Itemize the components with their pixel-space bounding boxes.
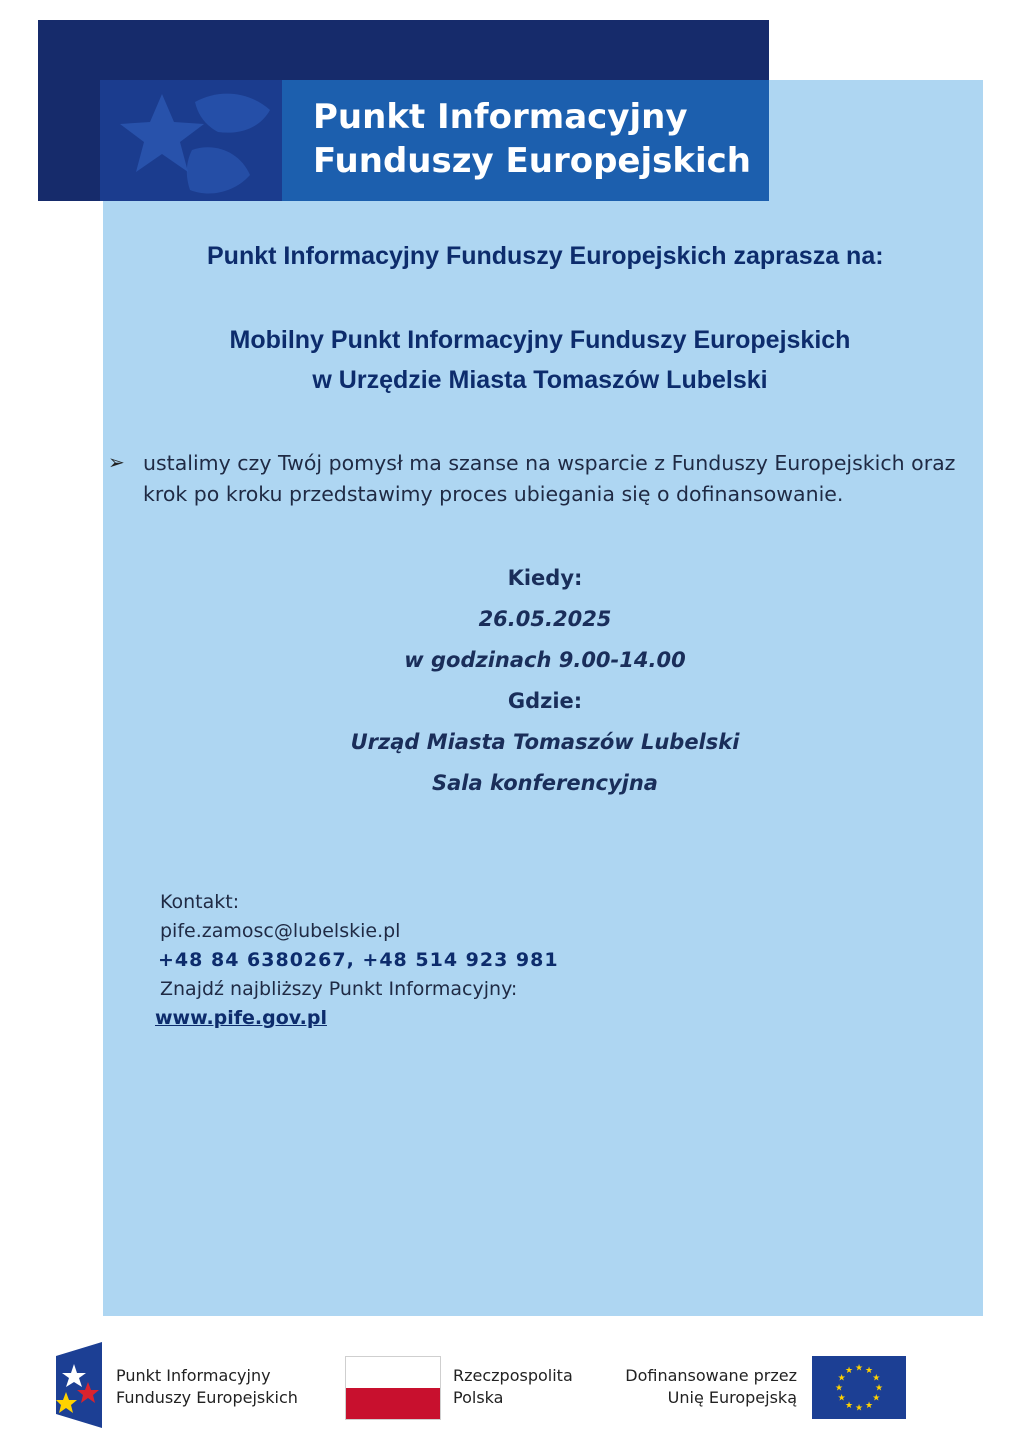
where-label: Gdzie: (507, 689, 583, 713)
eu-star-icon: ★ (854, 1363, 864, 1374)
event-title (0, 320, 1024, 400)
footer-eu-text (612, 1365, 797, 1409)
website-link[interactable]: www.pife.gov.pl (155, 1007, 327, 1029)
footer-pife-text (116, 1365, 298, 1409)
eu-star-icon: ★ (872, 1393, 881, 1404)
event-title-line1: Mobilny Punkt Informacyjny Funduszy Europejskich (229, 326, 851, 354)
event-room: Sala konferencyjna (432, 771, 658, 795)
eu-star-icon: ★ (837, 1393, 846, 1404)
pife-logo-icon (56, 1342, 106, 1428)
bullet-text: ustalimy czy Twój pomysł ma szanse na wsparcie z Funduszy Europejskich oraz krok po kroku przedstawimy proces ubiegania się o dofinansowanie. (143, 451, 956, 506)
contact-email[interactable]: pife.zamosc@lubelskie.pl (160, 920, 401, 942)
contact-block (155, 888, 559, 1033)
eu-flag-icon (812, 1356, 906, 1419)
eu-star-icon: ★ (864, 1366, 874, 1377)
footer-rp-line1: Rzeczpospolita (453, 1366, 573, 1385)
eu-star-icon: ★ (872, 1373, 881, 1384)
header-star-graphic (100, 80, 282, 201)
poland-flag-icon (345, 1356, 441, 1420)
eu-star-icon: ★ (864, 1400, 874, 1411)
stars-icon (100, 80, 282, 201)
footer-pife-line1: Punkt Informacyjny (116, 1366, 271, 1385)
event-title-line2: w Urzędzie Miasta Tomaszów Lubelski (312, 366, 768, 394)
header-title-line1: Punkt Informacyjny (313, 97, 688, 137)
event-hours: w godzinach 9.00-14.00 (404, 648, 686, 672)
invite-heading: Punkt Informacyjny Funduszy Europejskich zaprasza na: (207, 242, 884, 270)
event-place: Urząd Miasta Tomaszów Lubelski (350, 730, 740, 754)
header-title-line2: Funduszy Europejskich (313, 141, 751, 181)
eu-star-icon: ★ (854, 1403, 864, 1414)
footer-pife-line2: Funduszy Europejskich (116, 1388, 298, 1407)
event-date: 26.05.2025 (478, 607, 612, 631)
when-label: Kiedy: (507, 566, 583, 590)
footer-rp-text (453, 1365, 573, 1409)
eu-star-icon: ★ (837, 1373, 846, 1384)
contact-phones: +48 84 6380267, +48 514 923 981 (158, 949, 559, 971)
bullet-arrow-icon: ➢ (108, 450, 125, 474)
eu-star-icon: ★ (844, 1400, 854, 1411)
footer-eu-line2: Unię Europejską (667, 1388, 797, 1407)
eu-star-icon: ★ (874, 1383, 884, 1394)
header-title (313, 95, 751, 183)
footer-rp-line2: Polska (453, 1388, 504, 1407)
eu-star-icon: ★ (834, 1383, 844, 1394)
event-details (0, 558, 1024, 804)
contact-label: Kontakt: (160, 891, 240, 913)
find-point-text: Znajdź najbliższy Punkt Informacyjny: (160, 978, 518, 1000)
footer-eu-line1: Dofinansowane przez (625, 1366, 797, 1385)
eu-star-icon: ★ (844, 1366, 854, 1377)
